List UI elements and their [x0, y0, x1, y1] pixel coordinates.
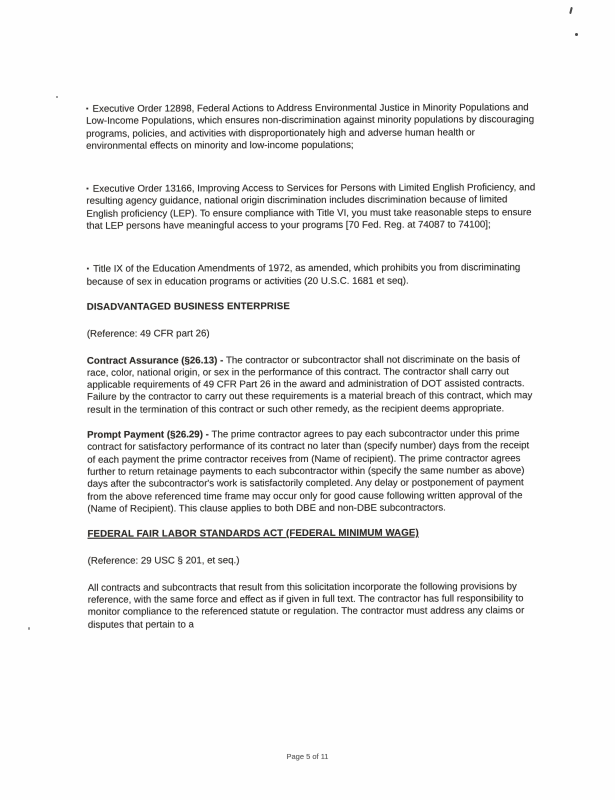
scan-artifact	[575, 33, 578, 36]
bullet-icon: ▪	[86, 185, 89, 193]
flsa-section-heading: FEDERAL FAIR LABOR STANDARDS ACT (FEDERAL MINIMUM WAGE)	[87, 527, 419, 540]
bullet-exec-order-13166	[86, 182, 535, 233]
flsa-paragraph: All contracts and subcontracts that result from this solicitation incorporate the following provisions by reference, with the same force and effect as if given in full text. The contractor has full responsibility to monitor compliance to the referenced statute or regulation. The contractor must address any claims or disputes that pertain to a	[87, 581, 525, 631]
prompt-payment-paragraph	[87, 428, 536, 516]
bullet-exec-order-12898	[86, 102, 535, 153]
scan-artifact	[569, 7, 573, 14]
scan-artifact	[56, 96, 58, 98]
bullet-icon: ▪	[86, 266, 90, 274]
scan-artifact	[28, 627, 30, 630]
bullet-icon: ▪	[86, 105, 89, 113]
contract-assurance-paragraph	[87, 354, 536, 417]
document-content	[86, 102, 537, 644]
dbe-section-heading: DISADVANTAGED BUSINESS ENTERPRISE	[86, 301, 290, 313]
prompt-payment-text: The prime contractor agrees to pay each subcontractor under this prime contract for satisfactory performance of its contract no later than (specify number) days from the receipt of each payment the prime contractor receives from (Name of recipient). The prime contractor agrees further to return retainage payments to each subcontractor within (specify the same number as above) days after the subcontractor's work is satisfactorily completed. Any delay or postponement of payment from the above referenced time frame may occur only for good cause following written approval of the (Name of Recipient). This clause applies to both DBE and non-DBE subcontractors.	[87, 428, 530, 515]
contract-assurance-text: The contractor or subcontractor shall not discriminate on the basis of race, color, national origin, or sex in the performance of this contract. The contractor shall carry out applicable requirements of 49 CFR Part 26 in the award and administration of DOT assisted contracts. Failure by the contractor to carry out these requirements is a material breach of this contract, which may result in the termination of this contract or such other remedy, as the recipient deems appropriate.	[86, 353, 533, 416]
flsa-reference: (Reference: 29 USC § 201, et seq.)	[87, 555, 240, 568]
bullet-text: Title IX of the Education Amendments of 1972, as amended, which prohibits you from discriminating because of sex in education programs or activities (20 U.S.C. 1681 et seq).	[86, 262, 521, 288]
prompt-payment-term: Prompt Payment (§26.29) -	[87, 429, 212, 441]
bullet-title-ix	[87, 263, 536, 289]
bullet-text: Executive Order 13166, Improving Access to Services for Persons with Limited English Proficiency, and resulting agency guidance, national origin discrimination includes discrimination because of limited English proficiency (LEP). To ensure compliance with Title VI, you must take reasonable steps to ensure that LEP persons have meaningful access to your programs [70 Fed. Reg. at 74087 to 74100];	[86, 182, 536, 232]
dbe-reference: (Reference: 49 CFR part 26)	[86, 328, 210, 341]
contract-assurance-term: Contract Assurance (§26.13) -	[86, 354, 227, 367]
bullet-text: Executive Order 12898, Federal Actions to Address Environmental Justice in Minority Populations and Low-Income Populations, which ensures non-discrimination against minority populations by discouraging programs, policies, and activities with disproportionately high and adverse human health or environmental effects on minority and low-income populations;	[86, 102, 535, 152]
page-number: Page 5 of 11	[286, 752, 329, 761]
